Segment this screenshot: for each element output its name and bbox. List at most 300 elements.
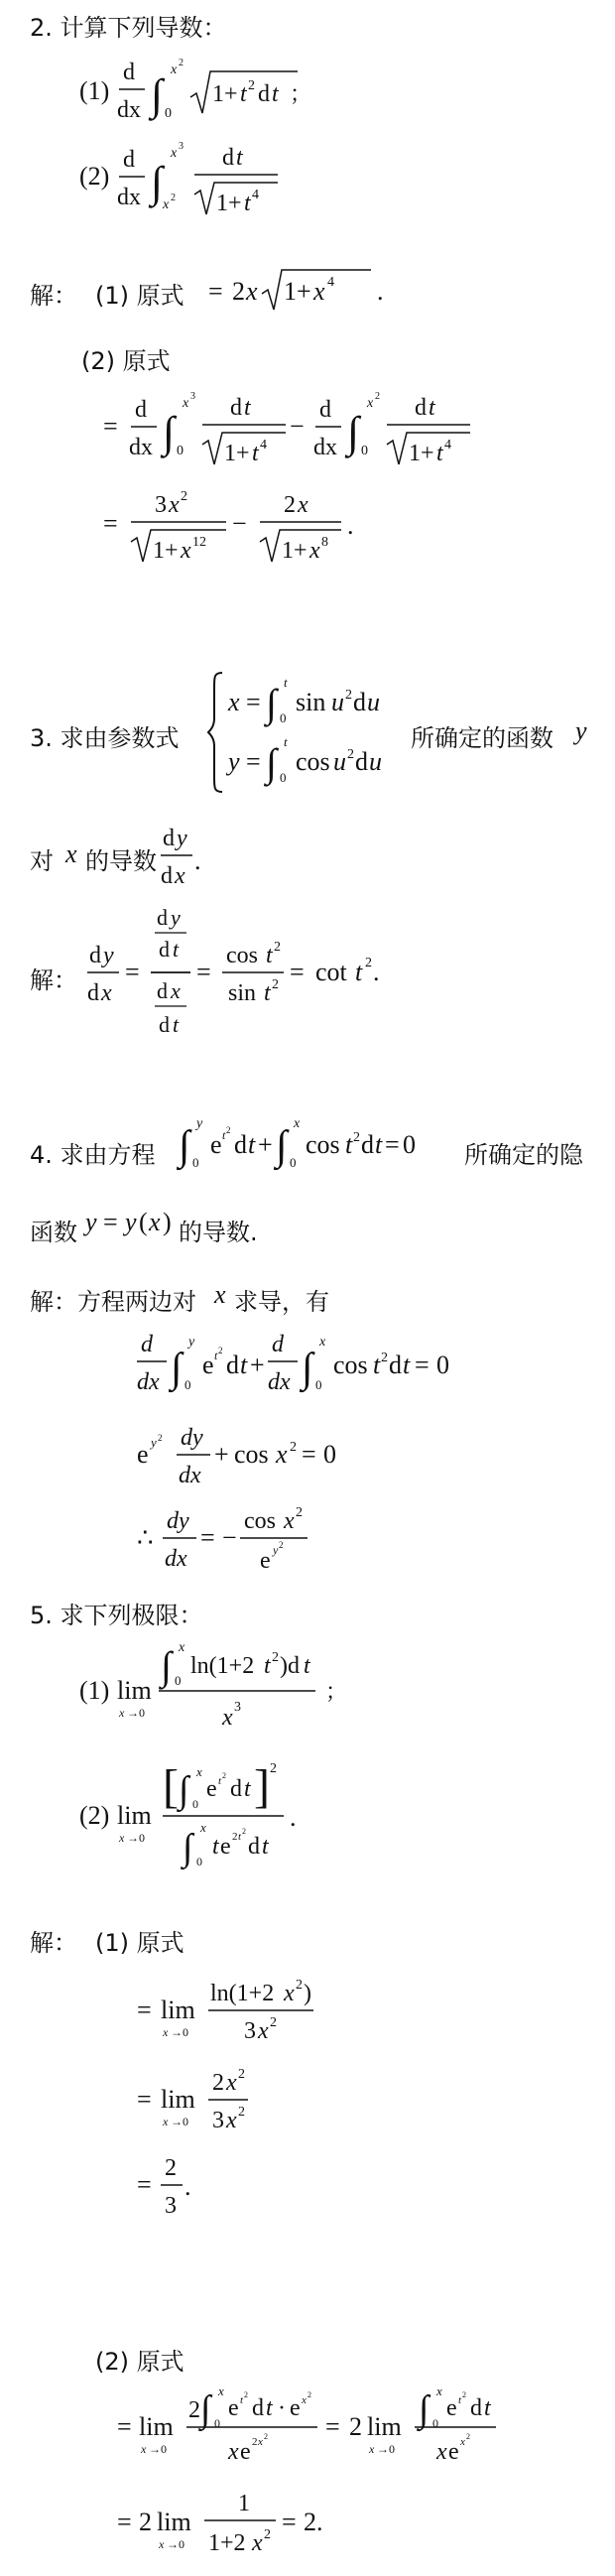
svg-text:0: 0 <box>280 710 287 725</box>
svg-text:→0: →0 <box>171 2115 188 2128</box>
svg-text:x: x <box>171 63 178 77</box>
q3-parametric-system <box>208 667 407 796</box>
q4-step1 <box>137 1320 494 1409</box>
svg-text:=: = <box>103 509 118 538</box>
svg-text:ln(1+2: ln(1+2 <box>210 1981 275 2006</box>
svg-text:x: x <box>141 2442 147 2456</box>
q2-part1-formula <box>79 52 377 131</box>
svg-text:d: d <box>389 1351 402 1379</box>
svg-text:t: t <box>240 2394 244 2406</box>
svg-text:4: 4 <box>444 438 451 452</box>
q3-heading-tail: 所确定的函数 <box>411 724 554 752</box>
svg-text:x: x <box>200 1820 206 1835</box>
svg-text:t: t <box>484 2395 491 2421</box>
q5-heading: 5. 求下列极限： <box>30 1602 203 1629</box>
svg-text:4: 4 <box>252 188 259 202</box>
svg-text:x: x <box>222 1705 233 1731</box>
svg-text:∫: ∫ <box>302 1346 313 1391</box>
svg-text:x: x <box>163 2115 169 2128</box>
svg-text:.: . <box>347 511 354 540</box>
svg-text:x: x <box>276 1440 288 1469</box>
svg-text:x: x <box>252 2530 263 2556</box>
svg-text:d: d <box>355 747 368 776</box>
svg-text:0: 0 <box>323 1440 336 1469</box>
svg-text:2: 2 <box>264 2527 271 2542</box>
svg-text:0: 0 <box>177 444 184 458</box>
svg-text:2: 2 <box>188 2397 200 2423</box>
svg-text:=: = <box>290 958 305 986</box>
svg-text:t: t <box>212 1834 219 1860</box>
svg-text:1+: 1+ <box>284 277 311 306</box>
svg-text:.: . <box>194 846 201 875</box>
svg-text:=: = <box>137 1996 152 2024</box>
svg-text:0: 0 <box>196 1855 202 1868</box>
svg-text:2: 2 <box>365 956 372 970</box>
svg-text:=: = <box>282 2508 297 2536</box>
svg-text:=: = <box>200 1523 215 1552</box>
svg-text:0: 0 <box>403 1130 416 1159</box>
svg-text:+: + <box>214 1440 229 1469</box>
svg-text:2: 2 <box>248 78 255 93</box>
q5-part2-label: (2) <box>79 1801 110 1830</box>
svg-text:=: = <box>385 1130 400 1159</box>
svg-text:2: 2 <box>270 2015 277 2030</box>
svg-text:2: 2 <box>347 747 354 762</box>
svg-text:t: t <box>373 1351 381 1379</box>
svg-text:x: x <box>169 492 180 518</box>
svg-text:]: ] <box>254 1760 270 1813</box>
svg-text:e: e <box>240 2439 251 2465</box>
svg-text:d: d <box>163 826 175 851</box>
svg-text:x: x <box>163 197 170 212</box>
svg-text:dx: dx <box>129 435 153 460</box>
svg-text:2: 2 <box>353 1130 360 1145</box>
svg-text:0: 0 <box>192 1797 198 1811</box>
svg-text:y: y <box>177 826 187 851</box>
q2-solution1-text: (1) 原式 <box>95 282 184 310</box>
svg-text:x: x <box>302 2394 307 2406</box>
svg-text:t: t <box>252 441 259 466</box>
svg-text:t: t <box>238 1831 242 1843</box>
svg-text:=: = <box>103 412 118 441</box>
svg-text:t: t <box>284 675 288 690</box>
q5-solution2-step1 <box>117 2382 583 2481</box>
svg-text:=: = <box>325 2412 340 2441</box>
svg-text:cos: cos <box>333 1351 368 1379</box>
svg-text:→0: →0 <box>127 1831 145 1845</box>
svg-text:x: x <box>218 2383 224 2398</box>
svg-text:x: x <box>179 1640 185 1655</box>
svg-text:1+: 1+ <box>153 538 179 564</box>
svg-text:dx: dx <box>179 1463 201 1488</box>
svg-text:lim: lim <box>161 2085 195 2114</box>
svg-text:y: y <box>85 1208 97 1236</box>
q3-line2-pre: 对 <box>30 847 54 875</box>
svg-text:x: x <box>294 1116 301 1131</box>
svg-text:d: d <box>161 863 173 889</box>
q3-solution-label: 解： <box>30 966 77 994</box>
svg-text:t: t <box>284 734 288 749</box>
svg-text:2: 2 <box>158 1433 163 1443</box>
svg-text:u: u <box>367 688 380 716</box>
svg-text:t: t <box>264 1653 271 1679</box>
svg-text:t: t <box>272 81 279 107</box>
svg-text:dx: dx <box>165 1546 187 1572</box>
svg-text:2: 2 <box>375 391 380 402</box>
svg-text:2: 2 <box>274 940 281 955</box>
svg-text:∫: ∫ <box>183 1827 193 1868</box>
q4-solution-post: 求导，有 <box>234 1288 329 1316</box>
svg-text:=: = <box>246 688 261 716</box>
q5-solution-label: 解： <box>30 1929 77 1957</box>
svg-text:2: 2 <box>226 1125 231 1135</box>
svg-text:=: = <box>196 958 211 986</box>
svg-text:2: 2 <box>272 977 279 992</box>
q5-solution1-step2 <box>137 2058 335 2147</box>
svg-text:2: 2 <box>284 492 296 518</box>
svg-text:d: d <box>353 688 366 716</box>
svg-text:d: d <box>123 147 135 173</box>
svg-text:d: d <box>272 1332 284 1357</box>
svg-text:d: d <box>470 2395 482 2421</box>
svg-text:u: u <box>331 688 344 716</box>
svg-text:t: t <box>266 943 273 968</box>
svg-text:0: 0 <box>436 1351 449 1379</box>
svg-text:1+: 1+ <box>216 191 242 216</box>
svg-text:∫: ∫ <box>276 1123 288 1169</box>
svg-text:3: 3 <box>212 2108 224 2133</box>
svg-text:.: . <box>373 958 380 986</box>
svg-text:−: − <box>232 509 247 538</box>
svg-text:x: x <box>309 538 320 564</box>
svg-text:+: + <box>250 1351 265 1379</box>
q2-part1-label: (1) <box>79 76 110 105</box>
svg-text:x: x <box>175 863 185 889</box>
svg-text:x: x <box>183 396 189 411</box>
svg-text:x: x <box>258 2436 263 2448</box>
svg-text:2: 2 <box>139 2508 152 2536</box>
svg-text:d: d <box>159 1012 170 1037</box>
svg-text:lim: lim <box>117 1801 152 1830</box>
svg-text:x: x <box>258 2018 269 2044</box>
svg-text:2: 2 <box>296 1978 303 1993</box>
svg-text:=: = <box>125 958 140 986</box>
q3-var-y: y <box>575 716 587 745</box>
svg-text:1+: 1+ <box>224 441 250 466</box>
q3-line2-var: x <box>65 839 77 868</box>
svg-text:lim: lim <box>117 1676 152 1705</box>
svg-text:1+: 1+ <box>282 538 308 564</box>
svg-text:1+: 1+ <box>409 441 434 466</box>
svg-text:.: . <box>377 277 384 306</box>
svg-text:t: t <box>436 441 443 466</box>
svg-text:3: 3 <box>155 492 167 518</box>
q4-solution-var: x <box>214 1280 226 1309</box>
svg-text:t: t <box>429 395 435 421</box>
svg-text:4: 4 <box>260 438 267 452</box>
svg-text:dx: dx <box>117 185 141 210</box>
svg-text:dx: dx <box>268 1369 291 1395</box>
svg-text:): ) <box>163 1208 172 1236</box>
svg-text:t: t <box>173 1012 180 1037</box>
svg-text:x: x <box>436 2383 442 2398</box>
q4-solution-pre: 解：方程两边对 <box>30 1288 196 1316</box>
q4-equation <box>179 1109 417 1179</box>
svg-text:y: y <box>151 1435 157 1450</box>
svg-text:x: x <box>171 978 181 1003</box>
svg-text:u: u <box>333 747 346 776</box>
svg-text:.: . <box>290 1803 297 1832</box>
svg-text:x: x <box>367 396 374 411</box>
svg-text:x: x <box>119 1706 125 1720</box>
svg-text:ln(1+2: ln(1+2 <box>190 1653 255 1679</box>
q4-heading: 4. 求由方程 <box>30 1141 156 1169</box>
q5-part2-formula <box>79 1756 397 1885</box>
svg-text:d: d <box>252 2395 264 2421</box>
q2-solution2-text: (2) 原式 <box>81 347 171 375</box>
svg-text:2: 2 <box>345 688 352 703</box>
svg-text:=: = <box>117 2508 132 2536</box>
svg-text:2: 2 <box>212 2070 224 2096</box>
svg-text:dx: dx <box>137 1369 160 1395</box>
q5-part1-formula <box>79 1637 397 1737</box>
svg-text:d: d <box>157 978 168 1003</box>
svg-text:2: 2 <box>290 1440 297 1455</box>
svg-text:−: − <box>222 1523 237 1552</box>
svg-text:x: x <box>149 1208 161 1236</box>
q5-solution2-step2 <box>117 2479 434 2568</box>
svg-text:d: d <box>226 1351 239 1379</box>
svg-text:x: x <box>436 2439 447 2465</box>
svg-text:2: 2 <box>232 277 245 306</box>
q5-solution1-text: (1) 原式 <box>95 1929 184 1957</box>
svg-text:x: x <box>181 538 191 564</box>
svg-text:dx: dx <box>117 97 141 123</box>
svg-text:x: x <box>369 2442 375 2456</box>
svg-text:2: 2 <box>279 1540 284 1550</box>
svg-text:3: 3 <box>179 141 184 152</box>
svg-text:d: d <box>230 1776 242 1802</box>
svg-text:x: x <box>171 146 178 161</box>
svg-text:t: t <box>244 1776 251 1802</box>
svg-text:t: t <box>355 958 363 986</box>
svg-text:d: d <box>248 1834 260 1860</box>
svg-text:x: x <box>226 2070 237 2096</box>
q4-step2 <box>137 1413 395 1498</box>
svg-text:d: d <box>222 145 234 171</box>
svg-text:dy: dy <box>167 1508 189 1534</box>
svg-text:d: d <box>415 395 427 421</box>
svg-text:x: x <box>284 1508 295 1534</box>
svg-text:2: 2 <box>466 2432 470 2441</box>
svg-text:∫: ∫ <box>151 70 164 119</box>
svg-text:→0: →0 <box>167 2537 184 2551</box>
svg-text:cos: cos <box>244 1508 276 1534</box>
svg-text:∫: ∫ <box>200 2388 211 2430</box>
svg-text:u: u <box>369 747 382 776</box>
svg-text:): ) <box>304 1981 311 2006</box>
svg-text:=: = <box>302 1440 316 1469</box>
svg-text:0: 0 <box>280 770 287 785</box>
svg-text:t: t <box>244 191 251 216</box>
svg-text:t: t <box>345 1130 353 1159</box>
svg-text:0: 0 <box>432 2416 438 2430</box>
svg-text:y: y <box>171 905 181 930</box>
svg-text:2: 2 <box>462 2390 466 2399</box>
svg-text:+: + <box>258 1130 273 1159</box>
svg-text:2: 2 <box>181 489 187 504</box>
svg-text:t: t <box>266 2395 273 2421</box>
svg-text:2: 2 <box>272 1650 279 1665</box>
svg-text:∫: ∫ <box>419 2388 430 2430</box>
svg-text:x: x <box>159 2537 165 2551</box>
svg-text:·: · <box>278 2395 286 2421</box>
svg-text:2: 2 <box>308 2390 311 2399</box>
svg-text:=: = <box>246 747 261 776</box>
svg-text:4: 4 <box>327 275 334 290</box>
svg-text:y: y <box>228 747 240 776</box>
svg-text:0: 0 <box>315 1377 322 1392</box>
svg-text:3: 3 <box>234 1700 241 1715</box>
svg-text:12: 12 <box>192 535 206 550</box>
svg-text:d: d <box>230 395 242 421</box>
svg-text:y: y <box>188 1335 195 1350</box>
svg-text:e: e <box>448 2439 459 2465</box>
q2-solution2-step1 <box>103 385 500 474</box>
svg-text:→0: →0 <box>127 1706 145 1720</box>
svg-text:8: 8 <box>321 535 328 550</box>
svg-text:x: x <box>298 492 308 518</box>
svg-text:d: d <box>123 60 135 85</box>
svg-text:∴: ∴ <box>137 1523 154 1552</box>
svg-text:x: x <box>319 1335 326 1350</box>
svg-text:1: 1 <box>238 2491 250 2516</box>
svg-text:2: 2 <box>244 2390 248 2399</box>
q4-step3 <box>137 1496 395 1586</box>
svg-text:dy: dy <box>181 1425 203 1451</box>
svg-text:t: t <box>240 1351 248 1379</box>
svg-text:cos: cos <box>296 747 330 776</box>
svg-text:t: t <box>240 81 247 107</box>
svg-text:−: − <box>290 412 305 441</box>
svg-text:y: y <box>103 943 114 968</box>
svg-text:e: e <box>137 1440 149 1469</box>
svg-text:2: 2 <box>238 2105 245 2120</box>
svg-text:x: x <box>228 2439 239 2465</box>
svg-text:∫: ∫ <box>179 1123 190 1169</box>
q5-solution2-text: (2) 原式 <box>95 2348 184 2376</box>
svg-text:d: d <box>361 1130 374 1159</box>
svg-text:x: x <box>460 2436 465 2448</box>
svg-text:y: y <box>273 1543 279 1557</box>
svg-text:t: t <box>218 1775 222 1787</box>
svg-text:lim: lim <box>157 2508 191 2536</box>
q2-solution2-step2 <box>103 482 421 572</box>
svg-text:2: 2 <box>381 1351 388 1365</box>
svg-text:2: 2 <box>222 1771 226 1780</box>
svg-text:d: d <box>157 905 168 930</box>
svg-text:y: y <box>125 1208 137 1236</box>
svg-text:t: t <box>262 1834 269 1860</box>
svg-text:→0: →0 <box>171 2025 188 2039</box>
svg-text:x: x <box>313 277 325 306</box>
svg-text:t: t <box>304 1653 310 1679</box>
svg-text:d: d <box>319 397 331 423</box>
svg-text:dx: dx <box>313 435 337 460</box>
svg-text:2: 2 <box>270 1761 277 1776</box>
svg-text:∫: ∫ <box>163 408 176 456</box>
svg-text:=: = <box>415 1351 430 1379</box>
svg-text:e: e <box>210 1130 222 1159</box>
q3-dydx <box>159 816 218 895</box>
svg-text:cot: cot <box>315 958 347 986</box>
svg-text:x: x <box>228 688 240 716</box>
svg-text:t: t <box>403 1351 411 1379</box>
svg-text:∫: ∫ <box>151 158 164 206</box>
svg-text:=: = <box>208 277 223 306</box>
svg-text:x: x <box>163 2025 169 2039</box>
svg-text:e: e <box>260 1548 271 1574</box>
svg-text:0: 0 <box>184 1377 191 1392</box>
q4-line2-pre: 函数 <box>30 1219 77 1246</box>
q4-line2-post: 的导数. <box>179 1219 258 1246</box>
q2-heading: 2. 计算下列导数： <box>30 14 227 42</box>
svg-text:3: 3 <box>190 391 195 402</box>
svg-text:0: 0 <box>361 444 368 458</box>
q5-part1-label: (1) <box>79 1676 110 1705</box>
svg-text:d: d <box>89 943 101 968</box>
svg-text:e: e <box>220 1834 231 1860</box>
svg-text:(: ( <box>139 1208 148 1236</box>
q2-solution1-formula <box>208 260 407 320</box>
svg-text:=: = <box>117 2412 132 2441</box>
svg-text:sin: sin <box>296 688 326 716</box>
svg-text:d: d <box>87 980 99 1006</box>
svg-text:→0: →0 <box>377 2442 395 2456</box>
svg-text:x: x <box>226 2108 237 2133</box>
svg-text:[: [ <box>163 1760 179 1813</box>
svg-text:x: x <box>284 1981 295 2006</box>
svg-text:t: t <box>375 1130 383 1159</box>
svg-text:e: e <box>290 2395 301 2421</box>
svg-text:.: . <box>184 2172 191 2201</box>
svg-text:cos: cos <box>234 1440 269 1469</box>
q5-solution1-step1 <box>137 1969 395 2058</box>
svg-text:t: t <box>248 1130 256 1159</box>
svg-text:e: e <box>206 1776 217 1802</box>
q2-solution-label: 解： <box>30 282 77 310</box>
svg-text:∫: ∫ <box>266 681 277 725</box>
svg-text:t: t <box>264 980 271 1006</box>
svg-text:2: 2 <box>179 58 184 68</box>
svg-text:2: 2 <box>296 1505 303 1520</box>
svg-text:t: t <box>173 937 180 962</box>
svg-text:3: 3 <box>244 2018 256 2044</box>
q3-solution-formula <box>85 899 423 1048</box>
svg-text:sin: sin <box>228 980 257 1006</box>
svg-text:2: 2 <box>252 2436 258 2448</box>
q5-result1-numerator: 2 <box>165 2155 177 2181</box>
svg-text:x: x <box>119 1831 125 1845</box>
svg-text:∫: ∫ <box>179 1769 189 1811</box>
svg-text:lim: lim <box>139 2412 174 2441</box>
svg-text:1+2: 1+2 <box>208 2530 246 2556</box>
svg-text:x: x <box>101 980 112 1006</box>
q3-line2-post: 的导数 <box>85 847 157 875</box>
svg-text:e: e <box>228 2395 239 2421</box>
svg-text:0: 0 <box>214 2416 220 2430</box>
svg-text:0: 0 <box>192 1155 199 1170</box>
